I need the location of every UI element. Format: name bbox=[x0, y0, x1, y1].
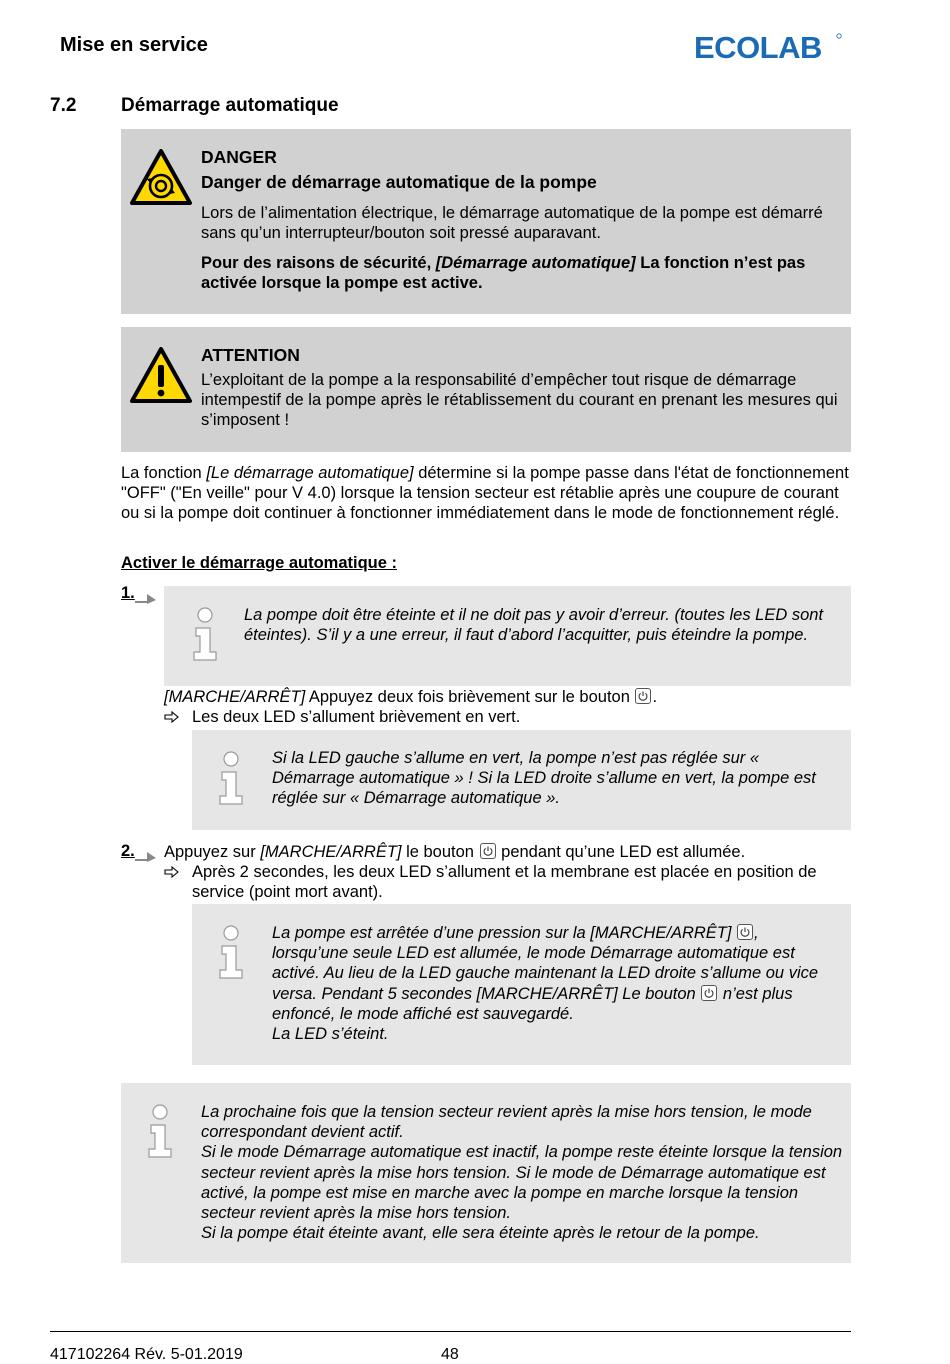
ecolab-logo bbox=[694, 30, 842, 64]
step-2-action: Appuyez sur [MARCHE/ARRÊT] le bouton pendant qu’une LED est allumée. bbox=[164, 843, 746, 861]
step-1-result: Les deux LED s’allument brièvement en vert. bbox=[192, 708, 521, 726]
step-arrow-icon bbox=[135, 592, 157, 611]
power-button-icon bbox=[635, 688, 651, 704]
step-2-number: 2. bbox=[121, 842, 135, 860]
attention-label: ATTENTION bbox=[201, 345, 300, 365]
svg-text:ECOLAB: ECOLAB bbox=[694, 30, 822, 64]
intro-paragraph: La fonction [Le démarrage automatique] détermine si la pompe passe dans l'état de fonctionnement "OFF" ("En veille" pour V 4.0) lorsque la tension secteur est rétablie après une coupure de courant ou si la pompe doit continuer à fonctionner immédiatement dans le mode de fonctionnement réglé. bbox=[121, 464, 849, 523]
step-arrow-icon bbox=[135, 850, 157, 869]
step-1-info-box bbox=[164, 586, 851, 686]
step-1-number: 1. bbox=[121, 584, 135, 602]
auto-start-warning-icon bbox=[130, 149, 192, 205]
exclamation-warning-icon bbox=[130, 347, 192, 403]
step-2-info-text: La pompe est arrêtée d’une pression sur la [MARCHE/ARRÊT] , lorsqu’une seule LED est allumée, le mode Démarrage automatique est activé. Au lieu de la LED gauche maintenant la LED droite s’allume ou vice versa. Pendant 5 secondes [MARCHE/ARRÊT] Le bouton n’est plus enfoncé, le mode affiché est sauvegardé. La LED s’éteint. bbox=[272, 924, 819, 1044]
step-1-info-box-2 bbox=[192, 730, 851, 830]
final-info-text: La prochaine fois que la tension secteur revient après la mise hors tension, le mode correspondant devient actif. Si le mode Démarrage automatique est inactif, la pompe reste éteinte lorsque la tension secteur revient après la mise hors tension. Si le mode de Démarrage automatique est activé, la pompe est mise en marche avec la pompe en marche lorsque la tension secteur revient après la mise hors tension. Si la pompe était éteinte avant, elle sera éteinte après le retour de la pompe. bbox=[201, 1103, 843, 1243]
attention-text: L’exploitant de la pompe a la responsabilité d’empêcher tout risque de démarrage intempestif de la pompe après le rétablissement du courant en prenant les mesures qui s’imposent ! bbox=[201, 371, 838, 430]
final-info-box bbox=[121, 1083, 851, 1263]
procedure-title: Activer le démarrage automatique : bbox=[121, 554, 398, 572]
danger-text: Lors de l’alimentation électrique, le démarrage automatique de la pompe est démarré sans qu’un interrupteur/bouton soit pressé auparavant. bbox=[201, 204, 823, 243]
page-number: 48 bbox=[441, 1346, 459, 1363]
result-arrow-icon bbox=[164, 710, 180, 728]
section-title: Démarrage automatique bbox=[121, 95, 339, 116]
power-button-icon bbox=[737, 924, 753, 940]
danger-subtitle: Danger de démarrage automatique de la pompe bbox=[201, 172, 597, 192]
step-2-result: Après 2 secondes, les deux LED s’allument et la membrane est placée en position de service (point mort avant). bbox=[192, 863, 817, 902]
section-number: 7.2 bbox=[50, 95, 77, 116]
danger-label: DANGER bbox=[201, 147, 277, 167]
power-button-icon bbox=[480, 843, 496, 859]
footer-doc-ref: 417102264 Rév. 5-01.2019 bbox=[50, 1346, 243, 1363]
step-1-info-text-2: Si la LED gauche s’allume en vert, la pompe n’est pas réglée sur « Démarrage automatique » ! Si la LED droite s’allume en vert, la pompe est réglée sur « Démarrage automatique ». bbox=[272, 749, 816, 808]
step-1-info-text: La pompe doit être éteinte et il ne doit pas y avoir d’erreur. (toutes les LED sont éteintes). S’il y a une erreur, il faut d’abord l’acquitter, puis éteindre la pompe. bbox=[244, 606, 824, 645]
result-arrow-icon bbox=[164, 865, 180, 883]
info-icon bbox=[214, 750, 248, 808]
footer-divider bbox=[50, 1331, 851, 1332]
step-1-action: [MARCHE/ARRÊT] Appuyez deux fois brièvement sur le bouton . bbox=[164, 688, 658, 706]
danger-bold-text: Pour des raisons de sécurité, [Démarrage automatique] La fonction n’est pas activée lorsque la pompe est active. bbox=[201, 254, 806, 293]
page-header-title: Mise en service bbox=[60, 34, 208, 56]
info-icon bbox=[188, 606, 222, 664]
step-2-info-box bbox=[192, 904, 851, 1065]
info-icon bbox=[143, 1103, 177, 1161]
danger-box bbox=[121, 129, 851, 314]
power-button-icon bbox=[701, 985, 717, 1001]
info-icon bbox=[214, 924, 248, 982]
attention-box bbox=[121, 327, 851, 452]
